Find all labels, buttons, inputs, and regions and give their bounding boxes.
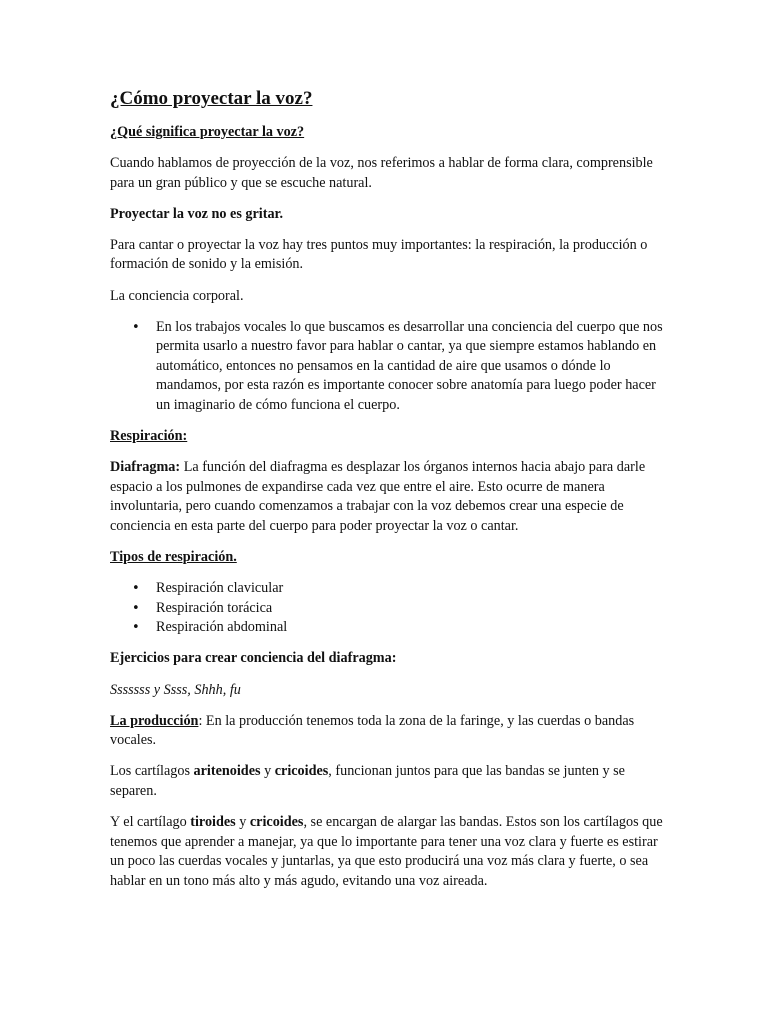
document-title: ¿Cómo proyectar la voz? <box>110 88 313 109</box>
text-run: Los cartílagos <box>110 763 194 780</box>
diafragma-text: La función del diafragma es desplazar los órganos internos hacia abajo para darle espacio a los pulmones de expandirse cada vez que entre el aire. Esto ocurre de manera involuntaria, pero cuando comenzamos a trabajar con la voz debemos crear una especie de conciencia en esta parte del cuerpo para poder proyectar la voz o cantar. <box>110 459 646 534</box>
respiracion-heading: Respiración: <box>110 428 188 445</box>
diafragma-paragraph <box>110 458 670 536</box>
tipos-list <box>110 579 670 638</box>
text-run: y <box>260 763 275 780</box>
cartilagos-paragraph-2 <box>110 813 670 891</box>
list-item: • Respiración torácica <box>110 599 670 619</box>
tipos-heading: Tipos de respiración. <box>110 549 237 566</box>
conciencia-paragraph: La conciencia corporal. <box>110 287 244 304</box>
conciencia-list <box>110 318 670 416</box>
produccion-label: La producción <box>110 712 199 729</box>
cartilagos-paragraph-1 <box>110 762 670 801</box>
term-aritenoides: aritenoides <box>193 763 261 780</box>
document-body <box>110 86 670 903</box>
text-run: y <box>235 814 250 831</box>
diafragma-label: Diafragma: <box>110 459 181 476</box>
text-run: Y el cartílago <box>110 814 191 831</box>
points-paragraph: Para cantar o proyectar la voz hay tres puntos muy importantes: la respiración, la producción o formación de sonido y la emisión. <box>110 236 648 273</box>
text-run: , funcionan juntos para que las bandas se junten y se separen. <box>110 763 625 799</box>
list-item: • Respiración abdominal <box>110 618 670 638</box>
list-item: • Respiración clavicular <box>110 579 670 599</box>
bold-statement: Proyectar la voz no es gritar. <box>110 205 284 222</box>
list-item: • En los trabajos vocales lo que buscamos es desarrollar una conciencia del cuerpo que nos permita usarlo a nuestro favor para hablar o cantar, ya que siempre estamos hablando en automático, entonces no pensamos en la cantidad de aire que usamos o dónde lo mandamos, por esta razón es importante conocer sobre anatomía para luego poder hacer un imaginario de cómo funciona el cuerpo. <box>110 318 670 416</box>
produccion-paragraph <box>110 712 670 751</box>
term-cricoides: cricoides <box>249 814 304 831</box>
term-cricoides: cricoides <box>274 763 329 780</box>
intro-paragraph: Cuando hablamos de proyección de la voz, nos referimos a hablar de forma clara, comprensible para un gran público y que se escuche natural. <box>110 155 653 191</box>
text-run: , se encargan de alargar las bandas. Estos son los cartílagos que tenemos que aprender a manejar, ya que lo importante para tener una voz clara y fuerte es estirar un poco las cuerdas vocales y juntarlas, ya que esto producirá una voz más clara y fuerte, o sea hablar en un tono más alto y más agudo, evitando una voz aireada. <box>110 814 663 889</box>
ejercicios-text: Sssssss y Ssss, Shhh, fu <box>110 681 241 698</box>
term-tiroides: tiroides <box>190 814 236 831</box>
ejercicios-heading: Ejercicios para crear conciencia del diafragma: <box>110 650 397 667</box>
produccion-text: : En la producción tenemos toda la zona de la faringe, y las cuerdas o bandas vocales. <box>110 712 635 749</box>
question-heading: ¿Qué significa proyectar la voz? <box>110 124 305 140</box>
